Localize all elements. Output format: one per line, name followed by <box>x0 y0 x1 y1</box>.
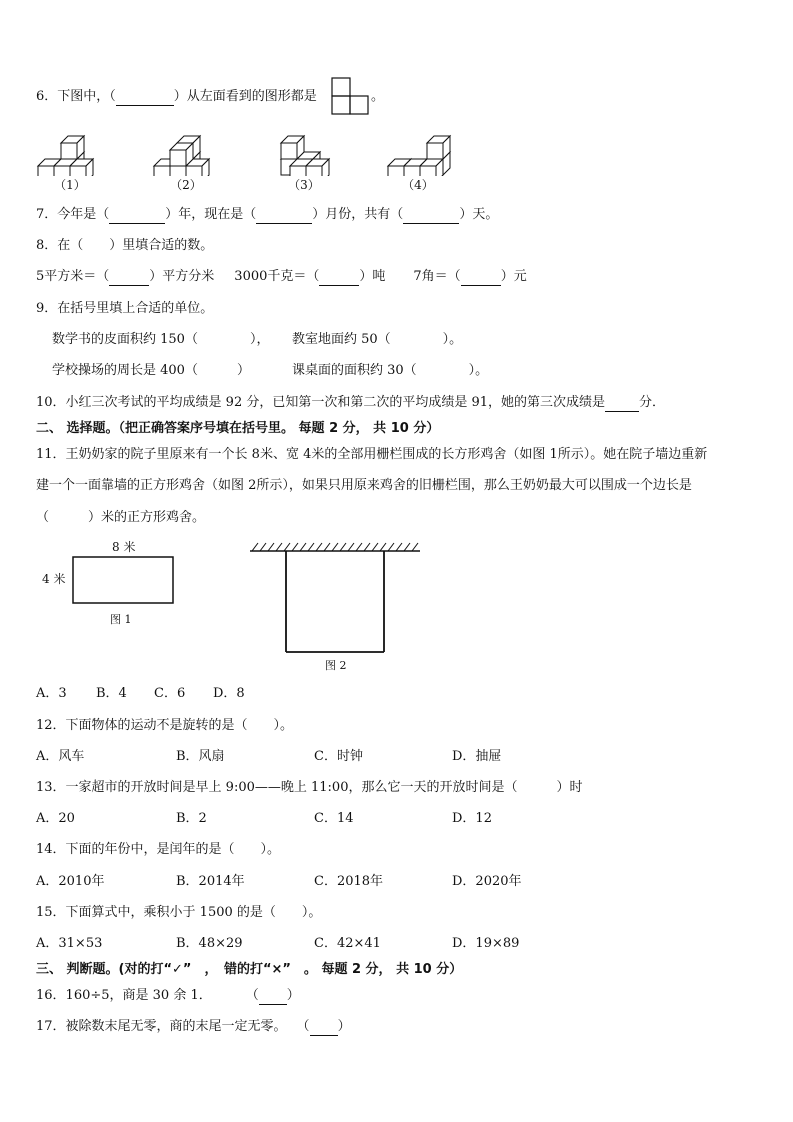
q11-line-1: 11．王奶奶家的院子里原来有一个长 8米、宽 4米的全部用栅栏围成的长方形鸡舍（如图 1所示）。她在院子墙边重新 <box>36 447 708 462</box>
q14-option-c[interactable]: C．2018年 <box>314 874 384 889</box>
q7-text-4: ）天。 <box>459 207 499 222</box>
q6-suffix: ）从左面看到的图形都是 <box>173 89 317 104</box>
q16-text: 16．160÷5，商是 30 余 1． <box>36 988 212 1003</box>
q7-text-1: 7．今年是（ <box>36 207 110 222</box>
q7-text-3: ）月份，共有（ <box>312 207 404 222</box>
question-10 <box>36 394 665 412</box>
question-16 <box>36 987 300 1005</box>
q14-option-d[interactable]: D．2020年 <box>452 874 522 889</box>
q15-option-c[interactable]: C．42×41 <box>314 936 381 951</box>
q13-option-a[interactable]: A．20 <box>36 811 75 826</box>
q13-option-c[interactable]: C．14 <box>314 811 354 826</box>
q15-option-a[interactable]: A．31×53 <box>36 936 103 951</box>
wall-hatch <box>332 543 338 551</box>
answer-blank[interactable] <box>310 1021 338 1036</box>
figure-2-wall-square <box>248 540 422 656</box>
wall-hatch <box>372 543 378 551</box>
fig1-width-label: 8 米 <box>112 540 136 554</box>
q7-text-2: ）年，现在是（ <box>165 207 257 222</box>
fig1-height-label: 4 米 <box>42 572 66 586</box>
q10-end: 分． <box>639 395 666 410</box>
q13-option-b[interactable]: B．2 <box>176 811 207 826</box>
wall-hatch <box>380 543 386 551</box>
q14-text: 14．下面的年份中，是闰年的是（ ）。 <box>36 842 281 857</box>
figure-caption-4: （4） <box>402 178 434 192</box>
answer-blank[interactable] <box>461 271 501 286</box>
answer-blank[interactable] <box>116 91 174 106</box>
wall-hatch <box>388 543 394 551</box>
wall-hatch <box>340 543 346 551</box>
q9-row2-b: 课桌面的面积约 30（ ）。 <box>292 363 489 378</box>
q12-option-b[interactable]: B．风扇 <box>176 749 225 764</box>
wall-hatch <box>252 543 258 551</box>
cube-figure-3 <box>281 136 329 176</box>
q12-option-a[interactable]: A．风车 <box>36 749 85 764</box>
q6-prefix: 6．下图中，（ <box>36 89 116 104</box>
cube-figures <box>30 118 470 176</box>
q11-option-b[interactable]: B．4 <box>96 686 127 701</box>
q11-option-a[interactable]: A．3 <box>36 686 67 701</box>
question-6 <box>36 88 317 106</box>
q12-option-d[interactable]: D．抽屉 <box>452 749 502 764</box>
answer-blank[interactable] <box>109 271 149 286</box>
q11-line-2: 建一个一面靠墙的正方形鸡舍（如图 2所示），如果只用原来鸡舍的旧栅栏围，那么王奶奶最大可以围成一个边长是 <box>36 478 692 493</box>
wall-hatch <box>268 543 274 551</box>
wall-hatch <box>276 543 282 551</box>
question-7 <box>36 206 498 224</box>
q9-row2-a: 学校操场的周长是 400（ ） <box>52 363 250 378</box>
fig2-caption: 图 2 <box>325 659 347 672</box>
section-2-title: 二、 选择题。（把正确答案序号填在括号里。 每题 2 分， 共 10 分） <box>36 421 440 436</box>
answer-blank[interactable] <box>403 209 459 224</box>
wall-hatch <box>396 543 402 551</box>
cube-figure-1 <box>38 136 93 176</box>
q9-row1-b: 教室地面约 50（ ）。 <box>292 332 463 347</box>
wall-hatch <box>404 543 410 551</box>
q10-text: 10．小红三次考试的平均成绩是 92 分，已知第一次和第二次的平均成绩是 91，她的第三次成绩是 <box>36 395 606 410</box>
q8-b-text: 3000千克＝（ <box>234 269 320 284</box>
q15-text: 15．下面算式中，乘积小于 1500 的是（ ）。 <box>36 905 322 920</box>
figure-1-rectangle <box>72 556 176 606</box>
answer-blank[interactable] <box>319 271 359 286</box>
q13-text: 13．一家超市的开放时间是早上 9:00——晚上 11:00，那么它一天的开放时间是（ ）时 <box>36 780 583 795</box>
q9-title: 9．在括号里填上合适的单位。 <box>36 301 214 316</box>
q15-option-d[interactable]: D．19×89 <box>452 936 520 951</box>
q6-end: 。 <box>371 89 385 104</box>
q8-title: 8．在（ ）里填合适的数。 <box>36 238 214 253</box>
paren-left: （ <box>245 988 259 1003</box>
wall-hatch <box>316 543 322 551</box>
cube-figure-4 <box>388 136 450 176</box>
q12-text: 12．下面物体的运动不是旋转的是（ ）。 <box>36 718 294 733</box>
wall-hatch <box>300 543 306 551</box>
wall-hatch <box>412 543 418 551</box>
wall-hatch <box>324 543 330 551</box>
q14-option-b[interactable]: B．2014年 <box>176 874 245 889</box>
q11-line-3: （ ）米的正方形鸡舍。 <box>36 510 206 525</box>
cube-figure-2 <box>154 136 209 176</box>
q14-option-a[interactable]: A．2010年 <box>36 874 105 889</box>
section-3-title: 三、 判断题。(对的打“✓” ， 错的打“×” 。 每题 2 分， 共 10 分） <box>36 962 463 977</box>
left-view-shape-icon <box>331 77 371 115</box>
q11-option-d[interactable]: D．8 <box>213 686 245 701</box>
fig1-caption: 图 1 <box>110 613 132 626</box>
q9-row1-a: 数学书的皮面积约 150（ ）， <box>52 332 270 347</box>
wall-hatch <box>292 543 298 551</box>
q8-a-text: 5平方米＝（ <box>36 269 110 284</box>
question-17 <box>36 1018 351 1036</box>
q17-text: 17．被除数末尾无零，商的末尾一定无零。 <box>36 1019 287 1034</box>
q8-b-unit: ）吨 <box>359 269 386 284</box>
answer-blank[interactable] <box>256 209 312 224</box>
answer-blank[interactable] <box>605 397 639 412</box>
figure-caption-3: （3） <box>288 178 320 192</box>
q8-items <box>36 268 527 286</box>
paren-left: （ <box>296 1019 310 1034</box>
answer-blank[interactable] <box>259 990 287 1005</box>
q8-c-text: 7角＝（ <box>413 269 461 284</box>
wall-hatch <box>308 543 314 551</box>
q8-c-unit: ）元 <box>500 269 527 284</box>
wall-hatch <box>284 543 290 551</box>
q8-a-unit: ）平方分米 <box>149 269 215 284</box>
figure-caption-1: （1） <box>54 178 86 192</box>
paren-right: ） <box>286 988 300 1003</box>
figure-caption-2: （2） <box>170 178 202 192</box>
wall-hatch <box>348 543 354 551</box>
wall-hatch <box>260 543 266 551</box>
q12-option-c[interactable]: C．时钟 <box>314 749 363 764</box>
wall-hatch <box>364 543 370 551</box>
q13-option-d[interactable]: D．12 <box>452 811 492 826</box>
q15-option-b[interactable]: B．48×29 <box>176 936 243 951</box>
wall-hatch <box>356 543 362 551</box>
answer-blank[interactable] <box>109 209 165 224</box>
paren-right: ） <box>337 1019 351 1034</box>
q11-option-c[interactable]: C．6 <box>154 686 186 701</box>
